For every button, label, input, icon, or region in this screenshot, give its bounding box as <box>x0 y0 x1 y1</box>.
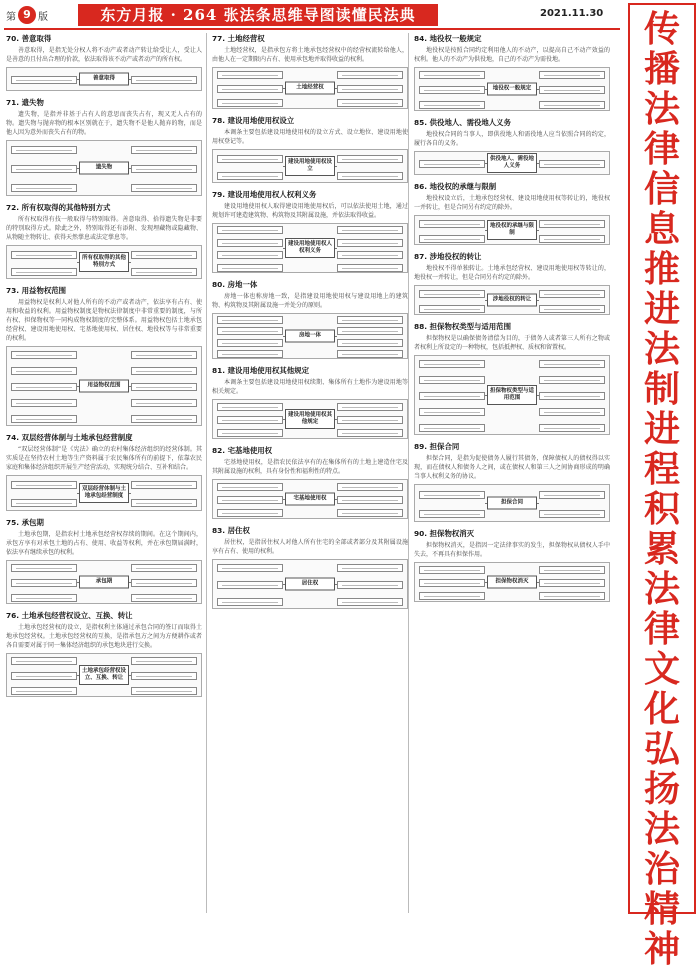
mind-map <box>212 479 408 519</box>
mind-map <box>6 475 202 511</box>
slogan-character: 制 <box>643 368 680 410</box>
mind-map-right-node <box>539 376 605 384</box>
mind-map-left-node <box>419 392 485 400</box>
mind-map-left-node <box>11 579 77 587</box>
mind-map-center: 地役权一般规定 <box>487 83 537 96</box>
slogan-character: 进 <box>643 408 680 450</box>
page-header <box>0 0 620 30</box>
slogan-character: 法 <box>643 328 680 370</box>
slogan-character: 神 <box>643 928 680 970</box>
mind-map-center: 居住权 <box>285 578 335 591</box>
mind-map-center: 遗失物 <box>79 162 129 175</box>
mind-map-left-node <box>217 172 283 180</box>
mind-map-left-node <box>217 71 283 79</box>
article-body: 担保合同，是指为促使债务人履行其债务，保障债权人的债权得以实现，而在债权人和债务人之间，或在债权人和第三人之间协商形成的明确当事人权利义务的协议。 <box>414 455 610 480</box>
mind-map-right-node <box>337 339 403 347</box>
mind-map-right-node <box>131 499 197 507</box>
mind-map-left-node <box>217 496 283 504</box>
mind-map-left-node <box>217 327 283 335</box>
article-body: 担保物权是以确保债务清偿为目的，于债务人或者第三人所有之物或者权利上所设定的一种物权，包括抵押权、质权和留置权。 <box>414 335 610 351</box>
mind-map <box>6 245 202 279</box>
mind-map-left-node <box>419 160 485 168</box>
mind-map-right-node <box>131 351 197 359</box>
mind-map <box>414 151 610 175</box>
mind-map-right-node <box>539 160 605 168</box>
mind-map-right-node <box>337 429 403 437</box>
article <box>414 117 610 175</box>
mind-map-right-node <box>539 579 605 587</box>
article-body: 本调条主要包括建设用地使用权续期、集体所有土地作为建设用地等相关规定。 <box>212 379 408 395</box>
mind-map-right-node <box>131 383 197 391</box>
mind-map-right-node <box>539 360 605 368</box>
mind-map-left-node <box>11 351 77 359</box>
mind-map-left-node <box>11 594 77 602</box>
mind-map-left-node <box>217 483 283 491</box>
article-title: 87. 涉地役权的转让 <box>414 252 482 261</box>
page-suffix: 版 <box>38 11 48 23</box>
article <box>6 97 202 196</box>
mind-map-right-node <box>131 579 197 587</box>
mind-map <box>6 560 202 604</box>
article <box>414 528 610 602</box>
mind-map-right-node <box>337 483 403 491</box>
mind-map-left-node <box>217 339 283 347</box>
article-body: 担保物权消灭，是指因一定法律事实的发生，担保物权从债权人手中失去，不再具有担保作用。 <box>414 542 610 558</box>
article-body: 遗失物，是指并非基于占有人的意思而丧失占有，现又无人占有的物。遗失物与抛弃物的根本区别就在于，遗失物不是他人抛弃的物，而是他人因为意外而丧失占有的物。 <box>6 111 202 136</box>
mind-map-left-node <box>217 564 283 572</box>
article-body: 居住权，是指居住权人对他人所有住宅的全部或者部分及其附属设施享有占有、使用的权利。 <box>212 539 408 555</box>
article-body: 土地经营权，是指承包方将土地承包经营权中的经营权流转给他人，由他人在一定期限内占有、使用承包地并取得收益的权利。 <box>212 47 408 63</box>
article <box>6 33 202 91</box>
article-title: 78. 建设用地使用权设立 <box>212 116 295 125</box>
mind-map-center: 建设用地使用权设立 <box>285 156 335 176</box>
mind-map-right-node <box>337 264 403 272</box>
article-title: 70. 善意取得 <box>6 34 52 43</box>
article-body: 用益物权是权利人对他人所有的不动产或者动产，依法享有占有、使用和收益的权利。用益物权制度是物权法律制度中非常重要的制度，与所有权、担保物权等一同构成物权制度的完整体系。用益物权包括土地承包经营权、建设用地使用权、宅基地使用权、居住权、地役权等与非常重要的权利。 <box>6 299 202 342</box>
article <box>414 251 610 315</box>
mind-map-center: 地役权的承继与限制 <box>487 220 537 240</box>
article <box>212 279 408 359</box>
mind-map-right-node <box>131 415 197 423</box>
mind-map-left-node <box>217 581 283 589</box>
article-body: “双层经营体制”是《宪法》确立的农村集体经济组织的经营体制。其实质是在坚持农村土地等生产资料属于农民集体所有的前提下，依靠农民家庭和集体经济组织开展生产经营活动，实现统分结合、互补和结合。 <box>6 446 202 471</box>
article-title: 86. 地役权的承继与限制 <box>414 182 497 191</box>
mind-map-left-node <box>217 509 283 517</box>
slogan-character: 传 <box>643 8 680 50</box>
mind-map <box>212 67 408 109</box>
mind-map-left-node <box>419 376 485 384</box>
article-body: 所有权取得有技一般取得与特别取得。善意取得、拾得遗失物是非要的特别取得方式。除此之外，特别取得还有添附、发现埋藏物或隐藏物、从物随主物转让、获得天然孳息或法定孳息等。 <box>6 216 202 241</box>
article-body: 房地一体也称房地一致，是指建设用地使用权与建设用地上的建筑物、构筑物及其附属设施一并处分的原则。 <box>212 293 408 309</box>
article-title: 80. 房地一体 <box>212 280 258 289</box>
mind-map-right-node <box>131 687 197 695</box>
mind-map-center: 土地承包经营权设立、互换、转让 <box>79 665 129 685</box>
mind-map-left-node <box>217 226 283 234</box>
slogan-character: 律 <box>643 608 680 650</box>
mind-map-right-node <box>539 220 605 228</box>
mind-map-right-node <box>337 598 403 606</box>
article-title: 74. 双层经营体制与土地承包经营制度 <box>6 433 133 442</box>
mind-map-right-node <box>131 594 197 602</box>
mind-map-left-node <box>11 76 77 84</box>
mind-map-left-node <box>419 566 485 574</box>
mind-map <box>414 355 610 435</box>
article-title: 81. 建设用地使用权其他规定 <box>212 366 309 375</box>
article-title: 79. 建设用地使用权人权利义务 <box>212 190 317 199</box>
slogan-character: 累 <box>643 528 680 570</box>
page-number-badge: 9 <box>18 6 36 24</box>
article <box>414 441 610 522</box>
slogan-character: 化 <box>643 688 680 730</box>
article <box>414 321 610 435</box>
mind-map-left-node <box>11 268 77 276</box>
header-rule <box>4 28 620 30</box>
slogan-character: 法 <box>643 808 680 850</box>
mind-map-right-node <box>539 566 605 574</box>
mind-map-center: 房地一体 <box>285 330 335 343</box>
slogan-character: 播 <box>643 48 680 90</box>
mind-map-left-node <box>217 403 283 411</box>
mind-map-left-node <box>11 184 77 192</box>
mind-map <box>414 285 610 315</box>
mind-map-left-node <box>217 85 283 93</box>
slogan-character: 进 <box>643 288 680 330</box>
mind-map-right-node <box>131 367 197 375</box>
article-title: 73. 用益物权范围 <box>6 286 67 295</box>
page-prefix: 第 <box>6 11 16 23</box>
column-3 <box>414 33 610 913</box>
slogan-character: 治 <box>643 848 680 890</box>
article <box>212 445 408 519</box>
mind-map-left-node <box>11 399 77 407</box>
mind-map <box>212 149 408 183</box>
issue-date: 2021.11.30 <box>540 8 604 19</box>
mind-map <box>414 215 610 245</box>
mind-map-right-node <box>131 76 197 84</box>
mind-map-left-node <box>217 429 283 437</box>
mind-map-right-node <box>337 172 403 180</box>
mind-map-left-node <box>419 592 485 600</box>
mind-map <box>212 399 408 439</box>
mind-map-left-node <box>419 235 485 243</box>
article <box>6 202 202 279</box>
mind-map-left-node <box>419 510 485 518</box>
article-body: 本调条主要包括建设用地使用权的设立方式、设立地位、建设用地使用权登记等。 <box>212 129 408 145</box>
column-2 <box>212 33 408 913</box>
column-divider <box>408 33 409 913</box>
article-body: 土地承包经营权的设立，是指权利主体通过承包合同的签订而取得土地承包经营权。土地承包经营权的互换，是指承包方之间为方便耕作或者各自需要对属于同一集体经济组织的承包地块进行交换。 <box>6 624 202 649</box>
page-title: 东方月报 · 264 张法条思维导图读懂民法典 <box>78 4 438 26</box>
mind-map-left-node <box>11 367 77 375</box>
column-divider <box>206 33 207 913</box>
mind-map-center: 供役地人、需役地人义务 <box>487 153 537 173</box>
slogan-character: 息 <box>643 208 680 250</box>
mind-map-center: 双层经营体制与土地承包经营制度 <box>79 483 129 503</box>
mind-map-right-node <box>337 155 403 163</box>
slogan-character: 文 <box>643 648 680 690</box>
mind-map-left-node <box>419 101 485 109</box>
mind-map-right-node <box>337 239 403 247</box>
article-title: 85. 供役地人、需役地人义务 <box>414 118 511 127</box>
mind-map-right-node <box>539 86 605 94</box>
article <box>212 115 408 183</box>
mind-map <box>6 140 202 196</box>
slogan-character: 扬 <box>643 768 680 810</box>
mind-map-left-node <box>11 657 77 665</box>
mind-map-left-node <box>11 415 77 423</box>
mind-map-right-node <box>131 399 197 407</box>
mind-map-left-node <box>11 687 77 695</box>
article-title: 72. 所有权取得的其他特别方式 <box>6 203 111 212</box>
mind-map-right-node <box>337 316 403 324</box>
mind-map-right-node <box>337 226 403 234</box>
mind-map-right-node <box>539 290 605 298</box>
mind-map-left-node <box>419 71 485 79</box>
mind-map-right-node <box>131 165 197 173</box>
mind-map-right-node <box>337 350 403 358</box>
article <box>6 285 202 426</box>
article-body: 地役权设立后，土地承包经营权、建设用地使用权等转让的，地役权一并转让，但是合同另有约定的除外。 <box>414 195 610 211</box>
mind-map-right-node <box>337 403 403 411</box>
mind-map <box>212 313 408 359</box>
article-title: 82. 宅基地使用权 <box>212 446 273 455</box>
mind-map-center: 承包期 <box>79 576 129 589</box>
mind-map-right-node <box>539 305 605 313</box>
slogan-character: 信 <box>643 168 680 210</box>
mind-map-left-node <box>419 424 485 432</box>
mind-map-right-node <box>539 424 605 432</box>
mind-map-right-node <box>539 592 605 600</box>
mind-map-left-node <box>11 481 77 489</box>
mind-map-left-node <box>217 416 283 424</box>
mind-map-right-node <box>539 510 605 518</box>
mind-map-left-node <box>217 99 283 107</box>
mind-map-left-node <box>217 264 283 272</box>
mind-map-right-node <box>539 408 605 416</box>
mind-map <box>414 562 610 602</box>
mind-map-left-node <box>217 598 283 606</box>
mind-map-center: 担保物权类型与适用范围 <box>487 385 537 405</box>
slogan-character: 推 <box>643 248 680 290</box>
mind-map-center: 善意取得 <box>79 73 129 86</box>
mind-map-left-node <box>419 290 485 298</box>
slogan-character: 弘 <box>643 728 680 770</box>
mind-map <box>414 67 610 111</box>
mind-map-center: 担保合同 <box>487 497 537 510</box>
article-body: 土地承包期，是指农村土地承包经营权存续的期间。在这个期间内，承包方享有对承包土地的占有、使用、收益等权利，并在承包期届满时，依法享有继续承包的权利。 <box>6 531 202 556</box>
article-title: 77. 土地经营权 <box>212 34 265 43</box>
mind-map-left-node <box>419 220 485 228</box>
mind-map-center: 用益物权范围 <box>79 380 129 393</box>
article <box>6 610 202 697</box>
article-body: 地役权是按照合同约定利用他人的不动产，以提高自己不动产效益的权利。他人的不动产为供役地，自己的不动产为需役地。 <box>414 47 610 63</box>
mind-map-right-node <box>337 564 403 572</box>
mind-map-left-node <box>11 383 77 391</box>
mind-map-left-node <box>217 251 283 259</box>
mind-map-right-node <box>337 85 403 93</box>
mind-map-right-node <box>539 235 605 243</box>
mind-map-center: 宅基地使用权 <box>285 493 335 506</box>
mind-map-right-node <box>337 71 403 79</box>
mind-map-left-node <box>11 251 77 259</box>
mind-map-right-node <box>539 491 605 499</box>
article-title: 89. 担保合同 <box>414 442 460 451</box>
article <box>212 33 408 109</box>
article-body: 宅基地使用权，是指农民依法享有的在集体所有的土地上建造住宅及其附属设施的权利，具有身份性和福利性的特点。 <box>212 459 408 475</box>
article-body: 地役权合同的当事人，即供役地人和需役地人应当依照合同的约定，履行各自的义务。 <box>414 131 610 147</box>
mind-map-left-node <box>419 579 485 587</box>
mind-map-center: 涉地役权的转让 <box>487 294 537 307</box>
mind-map-right-node <box>131 268 197 276</box>
article <box>6 517 202 604</box>
mind-map-right-node <box>539 392 605 400</box>
mind-map <box>6 67 202 91</box>
mind-map-right-node <box>131 184 197 192</box>
slogan-character: 积 <box>643 488 680 530</box>
article-title: 90. 担保物权消灭 <box>414 529 475 538</box>
article <box>6 432 202 511</box>
mind-map-center: 土地经营权 <box>285 82 335 95</box>
article-body: 地役权不得单独转让。土地承包经营权、建设用地使用权等转让的，地役权一并转让，但是合同另有约定的除外。 <box>414 265 610 281</box>
mind-map-left-node <box>217 155 283 163</box>
mind-map-left-node <box>419 86 485 94</box>
slogan-panel <box>628 3 696 970</box>
mind-map-right-node <box>131 564 197 572</box>
mind-map-right-node <box>131 657 197 665</box>
mind-map-right-node <box>539 101 605 109</box>
mind-map-center: 所有权取得的其他特别方式 <box>79 252 129 272</box>
article-title: 71. 遗失物 <box>6 98 44 107</box>
column-1 <box>6 33 202 913</box>
mind-map-left-node <box>11 564 77 572</box>
mind-map-right-node <box>131 146 197 154</box>
article <box>212 525 408 609</box>
mind-map <box>212 223 408 273</box>
slogan-character: 法 <box>643 88 680 130</box>
mind-map-right-node <box>337 581 403 589</box>
article-title: 84. 地役权一般规定 <box>414 34 482 43</box>
article-title: 88. 担保物权类型与适用范围 <box>414 322 511 331</box>
mind-map-left-node <box>11 499 77 507</box>
article-title: 76. 土地承包经营权设立、互换、转让 <box>6 611 133 620</box>
mind-map-left-node <box>419 360 485 368</box>
page-number-block <box>6 6 48 24</box>
mind-map-right-node <box>337 251 403 259</box>
article <box>414 33 610 111</box>
mind-map-left-node <box>217 316 283 324</box>
mind-map-left-node <box>11 165 77 173</box>
mind-map-right-node <box>131 672 197 680</box>
mind-map <box>212 559 408 609</box>
mind-map-left-node <box>419 305 485 313</box>
mind-map <box>6 653 202 697</box>
mind-map-right-node <box>131 481 197 489</box>
mind-map-left-node <box>11 672 77 680</box>
article-title: 75. 承包期 <box>6 518 44 527</box>
article-title: 83. 居住权 <box>212 526 250 535</box>
mind-map-center: 建设用地使用权人权利义务 <box>285 238 335 258</box>
slogan-character: 程 <box>643 448 680 490</box>
article <box>212 189 408 273</box>
mind-map-right-node <box>337 416 403 424</box>
mind-map-center: 建设用地使用权其他规定 <box>285 409 335 429</box>
mind-map-left-node <box>217 239 283 247</box>
article-body: 善意取得，是指无处分权人将不动产或者动产转让给受让人，受让人是善意的且付出合理的价款，依法取得该不动产或者动产的所有权。 <box>6 47 202 63</box>
mind-map-right-node <box>337 327 403 335</box>
mind-map-right-node <box>337 496 403 504</box>
mind-map-left-node <box>419 408 485 416</box>
mind-map-right-node <box>337 99 403 107</box>
mind-map <box>414 484 610 522</box>
article <box>414 181 610 245</box>
slogan-character: 律 <box>643 128 680 170</box>
mind-map-left-node <box>11 146 77 154</box>
mind-map-right-node <box>539 71 605 79</box>
article <box>212 365 408 439</box>
slogan-character: 法 <box>643 568 680 610</box>
mind-map <box>6 346 202 426</box>
mind-map-right-node <box>131 251 197 259</box>
mind-map-left-node <box>217 350 283 358</box>
mind-map-center: 担保物权消灭 <box>487 576 537 589</box>
article-body: 建设用地使用权人取得建设用地使用权后，可以依法使用土地，通过规划许可建造建筑物、构筑物及其附属设施，并依法取得收益。 <box>212 203 408 219</box>
mind-map-right-node <box>337 509 403 517</box>
slogan-character: 精 <box>643 888 680 930</box>
mind-map-left-node <box>419 491 485 499</box>
